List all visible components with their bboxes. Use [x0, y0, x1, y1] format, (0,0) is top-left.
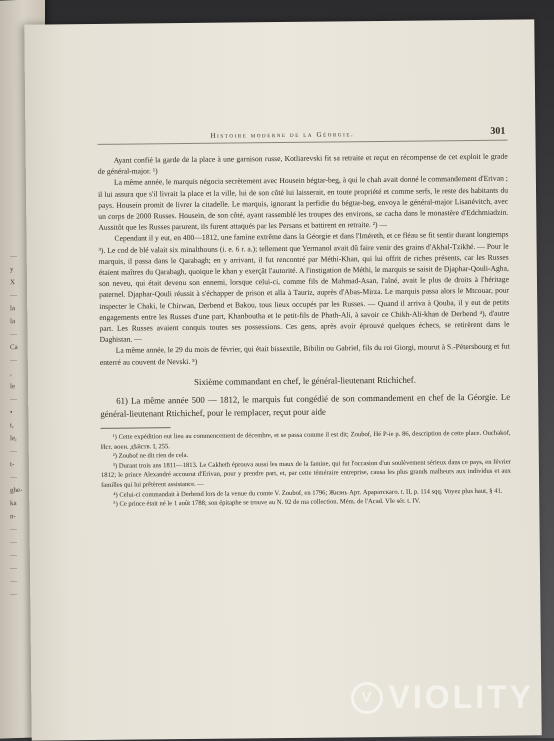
margin-fragment: la: [10, 304, 16, 313]
margin-fragment: —: [10, 538, 17, 547]
running-title: Histoire moderne de la Géorgie.: [210, 130, 355, 140]
margin-fragment: —: [10, 395, 17, 404]
margin-fragment: n-: [10, 512, 16, 521]
margin-fragment: ,: [10, 369, 12, 378]
margin-fragment: —: [10, 356, 17, 365]
margin-fragment: y: [10, 265, 14, 274]
footnote-2: ²) Zoubof ne dit rien de cela.: [112, 452, 189, 461]
margin-fragment: la: [10, 317, 16, 326]
watermark-logo-icon: V: [351, 682, 383, 714]
footnote-3: ³) Durant trois ans 1811—1813. Le Cakheth éprouva aussi les maux de la famine, qui fut l'occasion d'un soulèvement sérieux dans ce pays, en février 1812; le prince Alexandré accourut d'Erivan, pour y prendre part, et, par cette téméraire entreprise, causa les plus grands malheurs aux individus et aux familles qui lui prêtèrent assistance. —: [100, 458, 512, 489]
margin-fragment: —: [10, 473, 17, 482]
book-page: [24, 19, 541, 740]
page-number: 301: [490, 125, 506, 137]
margin-fragment: •: [10, 408, 13, 417]
margin-fragment: t-: [10, 460, 15, 469]
margin-fragment: —: [10, 525, 17, 534]
margin-fragment: —: [10, 564, 17, 573]
margin-fragment: t,: [10, 421, 14, 430]
violity-watermark: [351, 679, 534, 716]
footnote-4: ⁴) Celui-ci commandait à Derbend lors de la venue du comte V. Zoubof, en 1796; Жизнь Арт. Араратскаго. t. II, p. 114 sqq. Voyez plus haut, § 41.: [113, 487, 503, 499]
section-61: [100, 373, 510, 419]
margin-fragment: ka: [10, 499, 17, 508]
margin-fragment: le: [10, 382, 16, 391]
margin-fragment: —: [10, 577, 17, 586]
paragraph-1: Ayant confié la garde de la place à une garnison russe, Kotliarevski fit sa retraite et reçut en récompense de cet exploit le grade de général-major. ¹): [97, 151, 508, 177]
margin-fragment: —: [10, 551, 17, 560]
margin-fragment: le,: [10, 434, 17, 443]
footnote-1: ¹) Cette expédition eut lieu au commencement de décembre, et se passa comme il est dit; Zoubof, Hé P-ie p. 86, description de cette place. Ouchakof, Ист. воен. дѣйств. I, 255.: [100, 429, 511, 451]
margin-fragment: Ca: [10, 342, 18, 352]
margin-fragment: ghe-: [10, 485, 23, 495]
paragraph-3: Cependant il y eut, en 400—1812, une famine extrême dans la Géorgie et dans l'Iméreth, et ce fléau se fit sentir durant longtemps ³). Le cod de blé valait six minalthouns (i. e. 6 r. a.); tellement que Yermanol avait dû faire venir des grains d'Akhal-Tzikhé. — Pour le marquis, il passa dans le Qarabagh; en y arrivant, il fut rencontré par Méthi-Khan, qui lui offrit de riches présents, car les Russes étaient maîtres du Qarabagh, quoique le khan y exerçât l'autorité. A l'instigation de Méthi, le marquis se saisit de Djaphar-Qouli-Agha, son neveu, qui était devenu son ennemi, lorsque celui-ci, comme fils de Mahmad-Asan, l'aîné, avait le plus de droits à l'héritage paternel. Djaphar-Qouli réussit à s'échapper de prison et alla à Tauriz, auprès d'Abas-Mirza. Le marquis passa alors le Mtcouar, pour inspecter le Chaki, le Chirwan, Derbend et Bakou, tous lieux occupés par les Russes. — Quand il arriva à Qouba, il y eut de petits engagements entre les Russes d'une part, Khanboutha et le petit-fils de Phath-Ali, à savoir ce Chikh-Ali-khan de Derbend ⁴), d'autre part. Les Russes avaient conquis toutes ses possessions. Ces gens, après avoir éprouvé quelques échecs, se retirèrent dans le Daghistan. —: [98, 230, 510, 345]
footnote-divider: [100, 427, 170, 429]
watermark-text: VIOLITY: [388, 679, 534, 715]
paragraph-4: La même année, le 29 du mois de février, qui était bissextile, Bibilin ou Gabriel, fils du roi Giorgi, mourut à S.-Pétersbourg et fut enterré au couvent de Nevski. ⁵): [99, 342, 510, 367]
section-heading: Sixième commandant en chef, le général-lieutenant Rtichichef.: [194, 374, 416, 387]
section-text: 61) La même année 500 — 1812, le marquis fut congédié de son commandement en chef de la Géorgie. Le général-lieutenant Rtichichef, pour le remplacer, reçut pour aide: [100, 391, 511, 419]
footnotes: [101, 429, 512, 510]
margin-fragment: —: [10, 330, 17, 339]
margin-fragment: —: [10, 252, 17, 261]
page-content: [97, 126, 511, 510]
paragraph-2: La même année, le marquis négocia secrètement avec Housein bégtar-beg, à qui le chah avait donné le commandement d'Erivan ; il lui assura que s'il livrait la place et la ville, lui de son côté lui laisserait, en toute propriété et comme serfs, le reste des habitants du pays. Housein promit de livrer la citadelle. Le marquis, ignorant la perfidie du bégtar-beg, envoya le général-major Lisanévitch, avec un corps de 2000 Russes. Housein, de son côté, ayant rassemblé les troupes des environs, se cacha dans le monastère d'Edchmiadzin. Aussitôt que les Russes parurent, ils furent attaqués par les Persans et battirent en retraite. ²) —: [97, 174, 509, 233]
margin-fragment: —: [10, 590, 17, 599]
footnote-5: ⁵) Ce prince était né le 1 août 1788; son épitaphe se trouve au N. 92 de ma collection. Mém. de l'Acad. VIe sér. t. IV.: [113, 497, 421, 509]
running-head: [97, 126, 507, 145]
margin-fragment: —: [10, 447, 17, 456]
margin-fragment: —: [10, 291, 17, 300]
margin-fragment: X: [10, 278, 16, 287]
